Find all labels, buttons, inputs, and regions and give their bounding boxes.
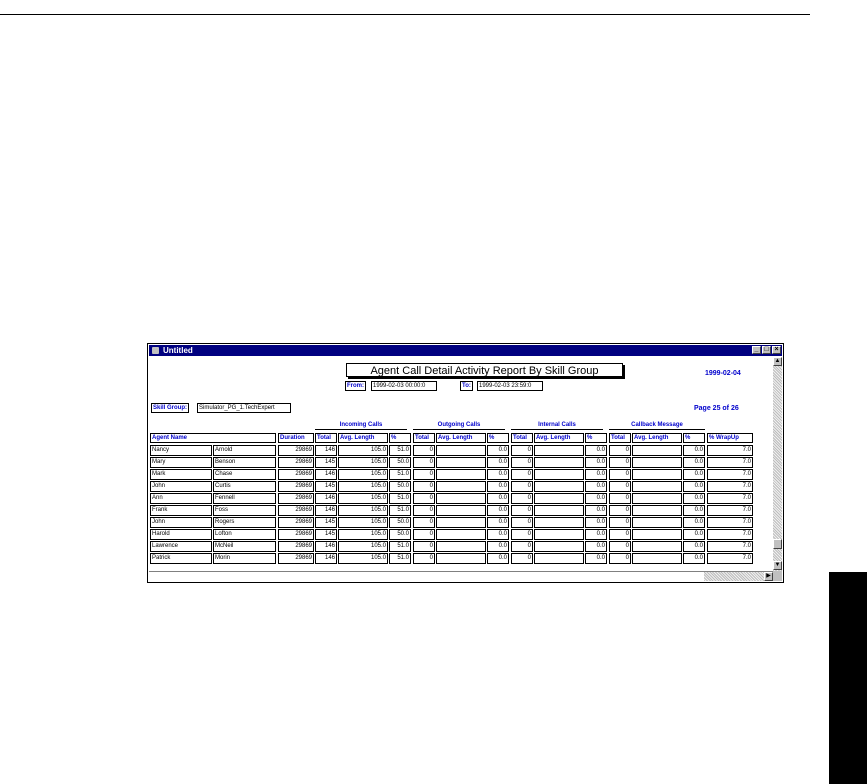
cell-cb-avg xyxy=(632,493,682,504)
cell-out-pct: 0.0 xyxy=(487,445,509,456)
cell-out-avg xyxy=(436,445,486,456)
cell-first: Ann xyxy=(150,493,212,504)
top-rule xyxy=(0,14,810,15)
cell-first: Nancy xyxy=(150,445,212,456)
cell-int-total: 0 xyxy=(511,469,533,480)
cell-wrapup: 7.0 xyxy=(707,529,753,540)
cell-out-pct: 0.0 xyxy=(487,517,509,528)
cell-last: Foss xyxy=(213,505,276,516)
header-wrapup: % WrapUp xyxy=(707,433,753,443)
cell-out-avg xyxy=(436,553,486,564)
cell-wrapup: 7.0 xyxy=(707,445,753,456)
cell-int-pct: 0.0 xyxy=(585,493,607,504)
cell-cb-pct: 0.0 xyxy=(683,445,705,456)
cell-int-pct: 0.0 xyxy=(585,529,607,540)
cell-int-pct: 0.0 xyxy=(585,505,607,516)
cell-duration: 29869 xyxy=(278,457,314,468)
cell-cb-pct: 0.0 xyxy=(683,529,705,540)
cell-in-avg: 105.0 xyxy=(338,517,388,528)
cell-first: John xyxy=(150,481,212,492)
cell-out-avg xyxy=(436,505,486,516)
page-side-tab xyxy=(829,572,867,784)
cell-cb-avg xyxy=(632,445,682,456)
header-duration: Duration xyxy=(278,433,314,443)
cell-int-total: 0 xyxy=(511,541,533,552)
scroll-up-icon[interactable]: ▲ xyxy=(774,358,781,364)
horizontal-scroll-track[interactable] xyxy=(704,572,764,581)
cell-int-pct: 0.0 xyxy=(585,481,607,492)
cell-int-total: 0 xyxy=(511,505,533,516)
cell-in-total: 146 xyxy=(315,553,337,564)
cell-out-avg xyxy=(436,529,486,540)
cell-out-total: 0 xyxy=(413,469,435,480)
cell-wrapup: 7.0 xyxy=(707,457,753,468)
cell-int-avg xyxy=(534,541,584,552)
header-cb-avg-length: Avg. Length xyxy=(632,433,682,443)
minimize-icon[interactable]: _ xyxy=(752,346,761,354)
to-label: To: xyxy=(462,383,471,389)
cell-out-total: 0 xyxy=(413,493,435,504)
cell-out-total: 0 xyxy=(413,541,435,552)
header-agent-name: Agent Name xyxy=(150,433,276,443)
header-out-pct: % xyxy=(487,433,509,443)
to-field[interactable]: 1999-02-03 23:59:0 xyxy=(477,381,543,391)
app-icon xyxy=(152,347,159,354)
cell-in-total: 145 xyxy=(315,517,337,528)
cell-out-pct: 0.0 xyxy=(487,469,509,480)
cell-first: John xyxy=(150,517,212,528)
title-bar[interactable] xyxy=(149,345,782,356)
table-row[interactable] xyxy=(149,504,773,516)
report-window xyxy=(147,343,784,583)
cell-wrapup: 7.0 xyxy=(707,469,753,480)
cell-first: Frank xyxy=(150,505,212,516)
cell-cb-total: 0 xyxy=(609,457,631,468)
cell-duration: 29869 xyxy=(278,541,314,552)
cell-in-pct: 51.0 xyxy=(389,445,411,456)
cell-first: Harold xyxy=(150,529,212,540)
header-cb-total: Total xyxy=(609,433,631,443)
cell-wrapup: 7.0 xyxy=(707,517,753,528)
cell-duration: 29869 xyxy=(278,445,314,456)
cell-int-avg xyxy=(534,481,584,492)
cell-in-avg: 105.0 xyxy=(338,553,388,564)
cell-in-pct: 51.0 xyxy=(389,541,411,552)
horizontal-scrollbar[interactable] xyxy=(149,571,773,581)
page-indicator: Page 25 of 26 xyxy=(694,405,739,412)
group-callback-message: Callback Message xyxy=(609,421,705,430)
cell-cb-avg xyxy=(632,541,682,552)
cell-out-total: 0 xyxy=(413,445,435,456)
cell-out-pct: 0.0 xyxy=(487,481,509,492)
cell-out-avg xyxy=(436,481,486,492)
cell-in-total: 146 xyxy=(315,493,337,504)
cell-out-avg xyxy=(436,469,486,480)
cell-last: Benson xyxy=(213,457,276,468)
cell-int-avg xyxy=(534,445,584,456)
table-row[interactable] xyxy=(149,444,773,456)
cell-out-avg xyxy=(436,493,486,504)
cell-out-pct: 0.0 xyxy=(487,541,509,552)
scroll-right-icon[interactable]: ▶ xyxy=(764,572,773,581)
cell-int-avg xyxy=(534,493,584,504)
cell-wrapup: 7.0 xyxy=(707,481,753,492)
cell-last: Chase xyxy=(213,469,276,480)
cell-cb-total: 0 xyxy=(609,505,631,516)
cell-cb-avg xyxy=(632,481,682,492)
header-out-avg-length: Avg. Length xyxy=(436,433,486,443)
cell-in-pct: 51.0 xyxy=(389,505,411,516)
cell-wrapup: 7.0 xyxy=(707,493,753,504)
close-icon[interactable]: × xyxy=(772,346,781,354)
maximize-icon[interactable]: □ xyxy=(762,346,771,354)
cell-first: Patrick xyxy=(150,553,212,564)
cell-out-pct: 0.0 xyxy=(487,529,509,540)
cell-out-total: 0 xyxy=(413,457,435,468)
cell-last: Lofton xyxy=(213,529,276,540)
group-internal-calls: Internal Calls xyxy=(511,421,603,430)
cell-last: McNeil xyxy=(213,541,276,552)
cell-in-pct: 50.0 xyxy=(389,457,411,468)
cell-in-avg: 105.0 xyxy=(338,457,388,468)
cell-int-total: 0 xyxy=(511,493,533,504)
cell-in-avg: 105.0 xyxy=(338,505,388,516)
skill-group-label: Skill Group: xyxy=(153,405,188,411)
cell-in-avg: 105.0 xyxy=(338,445,388,456)
cell-out-pct: 0.0 xyxy=(487,553,509,564)
cell-int-avg xyxy=(534,457,584,468)
cell-duration: 29869 xyxy=(278,505,314,516)
cell-out-total: 0 xyxy=(413,517,435,528)
report-date: 1999-02-04 xyxy=(705,370,741,377)
cell-cb-pct: 0.0 xyxy=(683,553,705,564)
cell-cb-pct: 0.0 xyxy=(683,469,705,480)
cell-cb-avg xyxy=(632,469,682,480)
cell-int-pct: 0.0 xyxy=(585,541,607,552)
cell-cb-avg xyxy=(632,505,682,516)
cell-int-total: 0 xyxy=(511,481,533,492)
cell-in-avg: 105.0 xyxy=(338,541,388,552)
cell-in-total: 146 xyxy=(315,445,337,456)
cell-int-avg xyxy=(534,529,584,540)
from-field[interactable]: 1999-02-03 00:00:0 xyxy=(371,381,437,391)
table-row[interactable] xyxy=(149,552,773,564)
cell-cb-total: 0 xyxy=(609,553,631,564)
cell-in-pct: 50.0 xyxy=(389,481,411,492)
cell-in-total: 146 xyxy=(315,469,337,480)
cell-int-avg xyxy=(534,517,584,528)
table-row[interactable] xyxy=(149,528,773,540)
cell-cb-avg xyxy=(632,457,682,468)
cell-int-avg xyxy=(534,553,584,564)
cell-in-pct: 51.0 xyxy=(389,493,411,504)
cell-cb-avg xyxy=(632,553,682,564)
scroll-down-icon[interactable]: ▼ xyxy=(774,562,781,568)
cell-out-pct: 0.0 xyxy=(487,493,509,504)
group-incoming-calls: Incoming Calls xyxy=(315,421,407,430)
cell-in-avg: 105.0 xyxy=(338,493,388,504)
cell-cb-total: 0 xyxy=(609,481,631,492)
table-row[interactable] xyxy=(149,456,773,468)
cell-out-pct: 0.0 xyxy=(487,505,509,516)
group-outgoing-calls: Outgoing Calls xyxy=(413,421,505,430)
table-row[interactable] xyxy=(149,468,773,480)
cell-int-pct: 0.0 xyxy=(585,553,607,564)
table-row[interactable] xyxy=(149,480,773,492)
cell-duration: 29869 xyxy=(278,517,314,528)
cell-int-avg xyxy=(534,469,584,480)
cell-wrapup: 7.0 xyxy=(707,553,753,564)
cell-in-total: 145 xyxy=(315,457,337,468)
cell-first: Mark xyxy=(150,469,212,480)
cell-duration: 29869 xyxy=(278,529,314,540)
cell-cb-pct: 0.0 xyxy=(683,517,705,528)
cell-cb-avg xyxy=(632,529,682,540)
header-int-avg-length: Avg. Length xyxy=(534,433,584,443)
cell-in-pct: 51.0 xyxy=(389,469,411,480)
cell-out-avg xyxy=(436,457,486,468)
cell-int-total: 0 xyxy=(511,457,533,468)
cell-out-total: 0 xyxy=(413,505,435,516)
cell-in-avg: 105.0 xyxy=(338,529,388,540)
cell-cb-pct: 0.0 xyxy=(683,457,705,468)
cell-in-pct: 50.0 xyxy=(389,529,411,540)
cell-in-pct: 50.0 xyxy=(389,517,411,528)
cell-int-pct: 0.0 xyxy=(585,445,607,456)
cell-int-pct: 0.0 xyxy=(585,517,607,528)
table-row[interactable] xyxy=(149,540,773,552)
window-title: Untitled xyxy=(163,346,193,355)
cell-cb-pct: 0.0 xyxy=(683,505,705,516)
cell-duration: 29869 xyxy=(278,553,314,564)
cell-int-total: 0 xyxy=(511,517,533,528)
cell-in-avg: 105.0 xyxy=(338,481,388,492)
header-int-total: Total xyxy=(511,433,533,443)
header-int-pct: % xyxy=(585,433,607,443)
cell-out-total: 0 xyxy=(413,481,435,492)
header-in-pct: % xyxy=(389,433,411,443)
cell-cb-total: 0 xyxy=(609,529,631,540)
cell-cb-pct: 0.0 xyxy=(683,541,705,552)
cell-in-avg: 105.0 xyxy=(338,469,388,480)
cell-int-pct: 0.0 xyxy=(585,469,607,480)
cell-duration: 29869 xyxy=(278,469,314,480)
cell-last: Morin xyxy=(213,553,276,564)
cell-cb-avg xyxy=(632,517,682,528)
table-row[interactable] xyxy=(149,516,773,528)
cell-cb-total: 0 xyxy=(609,541,631,552)
report-title: Agent Call Detail Activity Report By Skill Group xyxy=(346,363,623,377)
cell-last: Rogers xyxy=(213,517,276,528)
header-cb-pct: % xyxy=(683,433,705,443)
cell-int-total: 0 xyxy=(511,445,533,456)
from-label: From: xyxy=(347,383,364,389)
cell-first: Mary xyxy=(150,457,212,468)
header-in-total: Total xyxy=(315,433,337,443)
cell-duration: 29869 xyxy=(278,493,314,504)
cell-wrapup: 7.0 xyxy=(707,541,753,552)
cell-cb-pct: 0.0 xyxy=(683,493,705,504)
skill-group-field[interactable]: Simulator_PG_1.TechExpert xyxy=(197,403,291,413)
cell-last: Curtis xyxy=(213,481,276,492)
header-in-avg-length: Avg. Length xyxy=(338,433,388,443)
cell-out-avg xyxy=(436,517,486,528)
cell-in-total: 145 xyxy=(315,529,337,540)
cell-int-avg xyxy=(534,505,584,516)
cell-first: Lawrence xyxy=(150,541,212,552)
size-grip xyxy=(773,571,782,581)
cell-cb-total: 0 xyxy=(609,469,631,480)
cell-duration: 29869 xyxy=(278,481,314,492)
cell-cb-total: 0 xyxy=(609,517,631,528)
table-row[interactable] xyxy=(149,492,773,504)
cell-last: Arnold xyxy=(213,445,276,456)
cell-cb-total: 0 xyxy=(609,493,631,504)
report-content xyxy=(149,357,773,571)
header-out-total: Total xyxy=(413,433,435,443)
cell-cb-pct: 0.0 xyxy=(683,481,705,492)
cell-wrapup: 7.0 xyxy=(707,505,753,516)
cell-int-total: 0 xyxy=(511,529,533,540)
cell-last: Fennell xyxy=(213,493,276,504)
cell-in-total: 145 xyxy=(315,481,337,492)
vertical-scroll-thumb[interactable] xyxy=(773,539,782,549)
cell-in-total: 146 xyxy=(315,505,337,516)
cell-int-total: 0 xyxy=(511,553,533,564)
cell-in-pct: 51.0 xyxy=(389,553,411,564)
cell-out-total: 0 xyxy=(413,529,435,540)
cell-in-total: 146 xyxy=(315,541,337,552)
cell-cb-total: 0 xyxy=(609,445,631,456)
cell-int-pct: 0.0 xyxy=(585,457,607,468)
cell-out-avg xyxy=(436,541,486,552)
cell-out-pct: 0.0 xyxy=(487,457,509,468)
cell-out-total: 0 xyxy=(413,553,435,564)
